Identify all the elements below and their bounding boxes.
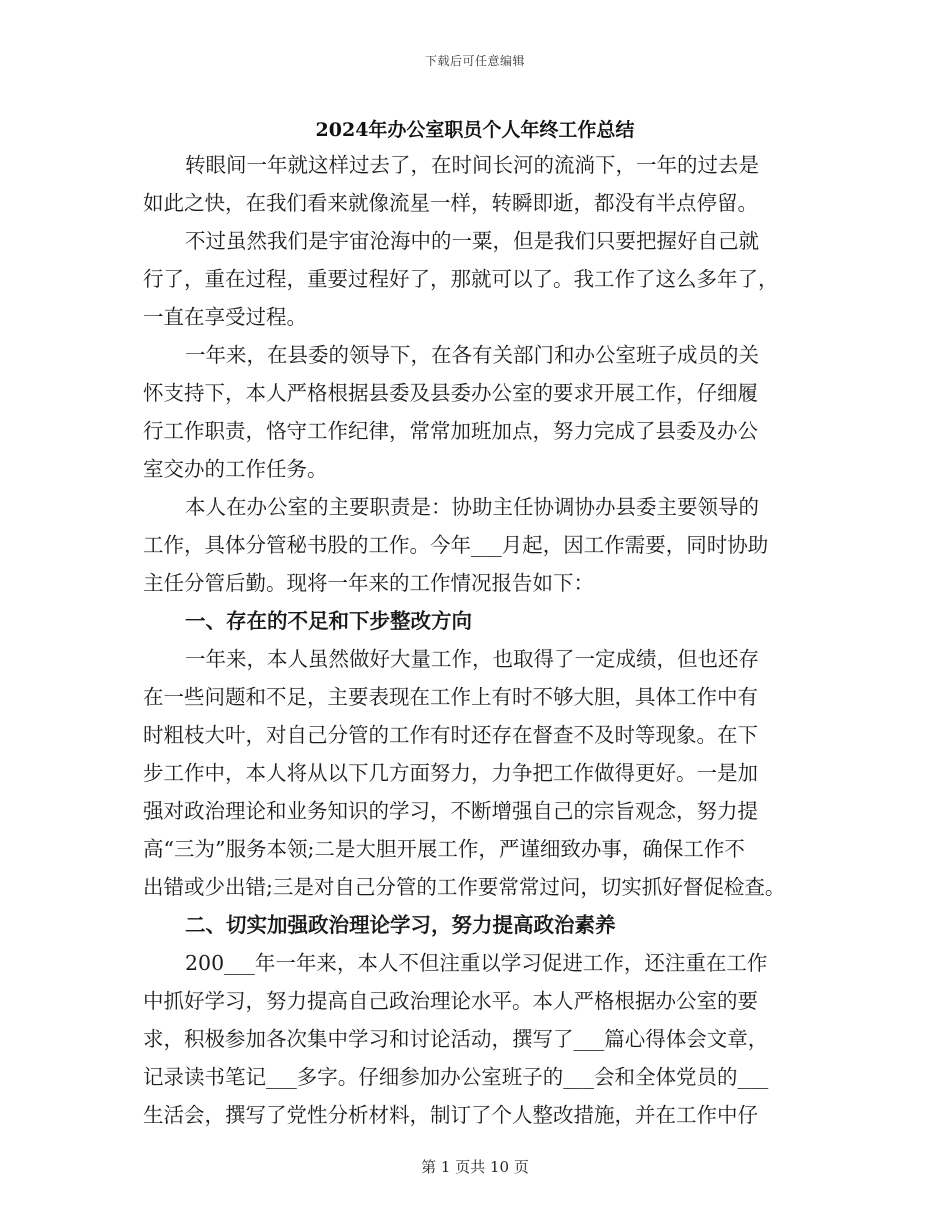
- document-body: [143, 146, 823, 1134]
- body-text-line: 中抓好学习，努力提高自己政治理论水平。本人严格根据办公室的要: [143, 989, 758, 1013]
- body-text-line: 在一些问题和不足，主要表现在工作上有时不够大胆，具体工作中有: [143, 685, 758, 709]
- body-text-line: 求，积极参加各次集中学习和讨论活动，撰写了___篇心得体会文章，: [143, 1027, 769, 1051]
- body-text-line: 行了，重在过程，重要过程好了，那就可以了。我工作了这么多年了，: [143, 267, 779, 291]
- body-text-line: 一年来，在县委的领导下，在各有关部门和办公室班子成员的关: [185, 343, 759, 367]
- body-text-line: 高“三为”服务本领;二是大胆开展工作，严谨细致办事，确保工作不: [143, 837, 745, 861]
- body-text-line: 一年来，本人虽然做好大量工作，也取得了一定成绩，但也还存: [185, 647, 759, 671]
- body-text-line: 不过虽然我们是宇宙沧海中的一粟，但是我们只要把握好自己就: [185, 229, 759, 253]
- section-heading: 一、存在的不足和下步整改方向: [185, 609, 472, 633]
- body-text-line: 时粗枝大叶，对自己分管的工作有时还存在督查不及时等现象。在下: [143, 723, 758, 747]
- body-text-line: 记录读书笔记___多字。仔细参加办公室班子的___会和全体党员的___: [143, 1065, 769, 1089]
- body-text-line: 步工作中，本人将从以下几方面努力，力争把工作做得更好。一是加: [143, 761, 758, 785]
- body-text-line: 工作，具体分管秘书股的工作。今年___月起，因工作需要，同时协助: [143, 533, 769, 557]
- section-heading: 二、切实加强政治理论学习，努力提高政治素养: [185, 913, 616, 937]
- body-text-line: 强对政治理论和业务知识的学习，不断增强自己的宗旨观念，努力提: [143, 799, 758, 823]
- body-text-line: 室交办的工作任务。: [143, 457, 328, 481]
- body-text-line: 一直在享受过程。: [143, 305, 307, 329]
- body-text-line: 出错或少出错;三是对自己分管的工作要常常过问，切实抓好督促检查。: [143, 875, 786, 899]
- body-text-line: 200___年一年来，本人不但注重以学习促进工作，还注重在工作: [185, 951, 768, 975]
- header-note: 下载后可任意编辑: [424, 54, 525, 68]
- body-text-line: 主任分管后勤。现将一年来的工作情况报告如下：: [143, 571, 594, 595]
- page-footer: 第 1 页共 10 页: [421, 1158, 529, 1176]
- body-text-line: 转眼间一年就这样过去了，在时间长河的流淌下，一年的过去是: [185, 153, 759, 177]
- document-title: 2024年办公室职员个人年终工作总结: [315, 119, 635, 141]
- body-text-line: 行工作职责，恪守工作纪律，常常加班加点，努力完成了县委及办公: [143, 419, 758, 443]
- body-text-line: 怀支持下，本人严格根据县委及县委办公室的要求开展工作，仔细履: [143, 381, 758, 405]
- body-text-line: 如此之快，在我们看来就像流星一样，转瞬即逝，都没有半点停留。: [143, 191, 758, 215]
- body-text-line: 本人在办公室的主要职责是：协助主任协调协办县委主要领导的: [185, 495, 759, 519]
- body-text-line: 生活会，撰写了党性分析材料，制订了个人整改措施，并在工作中仔: [143, 1103, 758, 1127]
